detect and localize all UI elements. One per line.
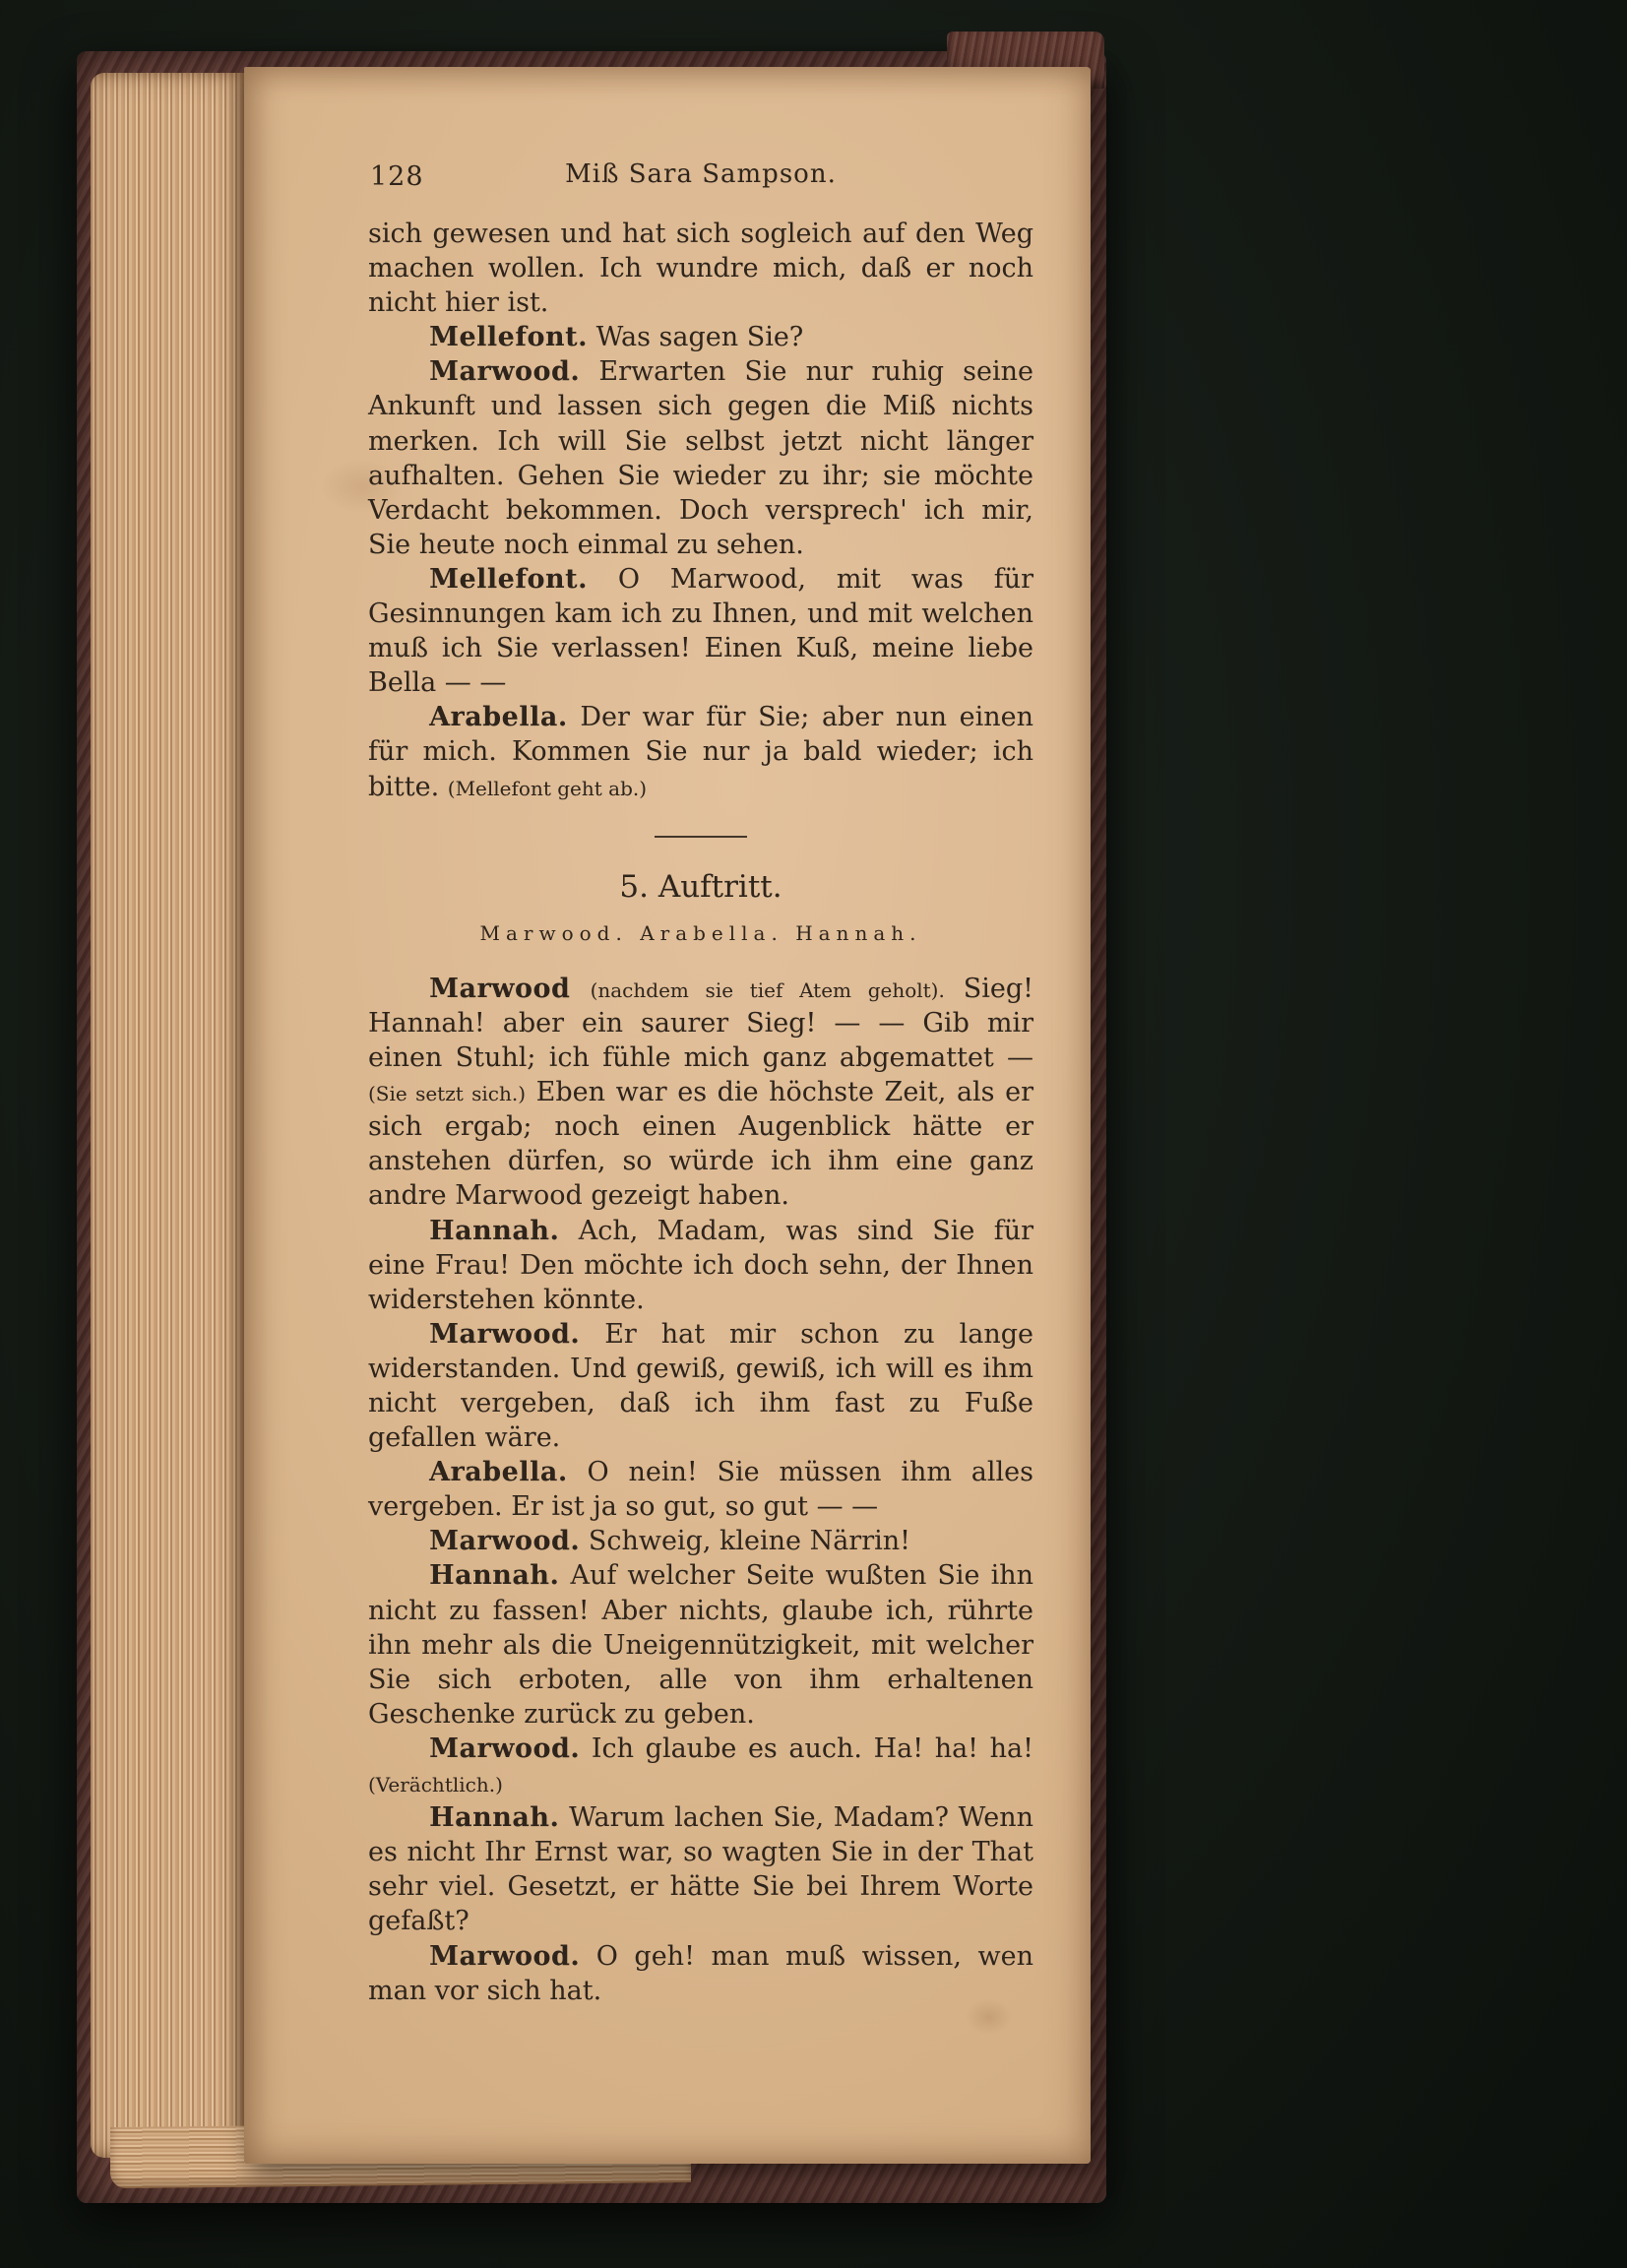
stage-direction: (nachdem sie tief Atem geholt). — [590, 977, 945, 1002]
stage-direction: (Verächtlich.) — [368, 1773, 503, 1797]
paragraph — [368, 700, 1033, 803]
paragraph — [368, 217, 1033, 320]
running-title: Miß Sara Sampson. — [565, 159, 837, 189]
paragraph — [368, 562, 1033, 700]
dialogue-text: Der war für Sie; aber nun einen für mich. Kommen Sie nur ja bald wieder; ich bitte. — [368, 702, 1033, 802]
scene-characters: Marwood. Arabella. Hannah. — [479, 920, 922, 945]
dialogue-text: Sieg! Hannah! aber ein saurer Sieg! — — Gib mir einen Stuhl; ich fühle mich ganz abgemattet — — [368, 973, 1034, 1074]
stage-direction: (Sie setzt sich.) — [368, 1082, 527, 1106]
paragraph — [368, 1800, 1033, 1938]
dialogue-text: O Marwood, mit was für Gesinnungen kam ich zu Ihnen, und mit welchen muß ich Sie verlassen! Einen Kuß, meine liebe Bella — — — [368, 563, 1033, 699]
paragraph — [368, 972, 1033, 1214]
paragraph — [368, 1317, 1033, 1455]
speaker-name: Marwood. — [429, 1940, 581, 1972]
paragraph — [368, 1214, 1033, 1317]
dialogue-text: sich gewesen und hat sich sogleich auf den Weg machen wollen. Ich wundre mich, daß er noch nicht hier ist. — [368, 219, 1033, 319]
page-header — [368, 159, 1033, 199]
paragraph — [368, 1524, 1033, 1558]
speaker-name: Marwood — [429, 973, 591, 1004]
dialogue-text: Er hat mir schon zu lange widerstanden. Und gewiß, gewiß, ich will es ihm nicht vergeben, daß ich ihm fast zu Fuße gefallen wäre. — [368, 1318, 1033, 1454]
dialogue-text: Erwarten Sie nur ruhig seine Ankunft und lassen sich gegen die Miß nichts merken. Ich will Sie selbst jetzt nicht länger aufhalten. Gehen Sie wieder zu ihr; sie möchte Verdacht bekommen. Doch versprech' ich mir, Sie heute noch einmal zu sehen. — [368, 356, 1033, 560]
page-edge-stack-left — [91, 73, 246, 2158]
dialogue-text: Warum lachen Sie, Madam? Wenn es nicht Ihr Ernst war, so wagten Sie in der That sehr viel. Gesetzt, er hätte Sie bei Ihrem Worte gefaßt? — [368, 1802, 1033, 1937]
dialogue-text: Eben war es die höchste Zeit, als er sich ergab; noch einen Augenblick hätte er anstehen dürfen, so würde ich ihm eine ganz andre Marwood gezeigt haben. — [368, 1077, 1033, 1212]
paragraph — [368, 320, 1033, 354]
book-page — [244, 67, 1091, 2164]
dialogue-text: O nein! Sie müssen ihm alles vergeben. Er ist ja so gut, so gut — — — [368, 1457, 1033, 1523]
speaker-name: Marwood. — [429, 1732, 581, 1764]
paragraph — [368, 354, 1033, 562]
speaker-name: Marwood. — [429, 1526, 581, 1557]
paragraph — [368, 1455, 1033, 1524]
paragraph — [368, 1558, 1033, 1731]
dialogue-text: Schweig, kleine Närrin! — [580, 1526, 910, 1557]
stage-direction: (Mellefont geht ab.) — [447, 776, 648, 800]
dialogue-text: Ich glaube es auch. Ha! ha! ha! — [580, 1732, 1033, 1764]
dialogue-text: Was sagen Sie? — [587, 322, 804, 353]
page-number: 128 — [370, 161, 424, 192]
speaker-name: Hannah. — [429, 1802, 560, 1834]
speaker-name: Mellefont. — [429, 563, 588, 595]
dialogue-text: Auf welcher Seite wußten Sie ihn nicht zu fassen! Aber nichts, glaube ich, rührte ihn mehr als die Uneigennützigkeit, mit welcher Sie sich erboten, alle von ihm erhaltenen Geschenke zurück zu geben. — [368, 1560, 1033, 1730]
speaker-name: Arabella. — [429, 702, 568, 733]
speaker-name: Marwood. — [429, 1318, 581, 1350]
speaker-name: Arabella. — [429, 1457, 568, 1488]
dialogue-text: Ach, Madam, was sind Sie für eine Frau! Den möchte ich doch sehn, der Ihnen widerstehen könnte. — [368, 1215, 1033, 1315]
dialogue-text: O geh! man muß wissen, wen man vor sich hat. — [368, 1940, 1033, 2006]
book — [77, 26, 1106, 2213]
page-content-area — [368, 67, 1033, 2164]
paragraph — [368, 1939, 1033, 2008]
speaker-name: Marwood. — [429, 356, 581, 388]
scene-heading: 5. Auftritt. — [619, 868, 782, 905]
speaker-name: Hannah. — [429, 1560, 560, 1592]
scene-separator — [655, 836, 747, 838]
speaker-name: Mellefont. — [429, 322, 588, 353]
paragraph — [368, 1732, 1033, 1800]
text-body — [368, 217, 1033, 2008]
speaker-name: Hannah. — [429, 1215, 560, 1246]
